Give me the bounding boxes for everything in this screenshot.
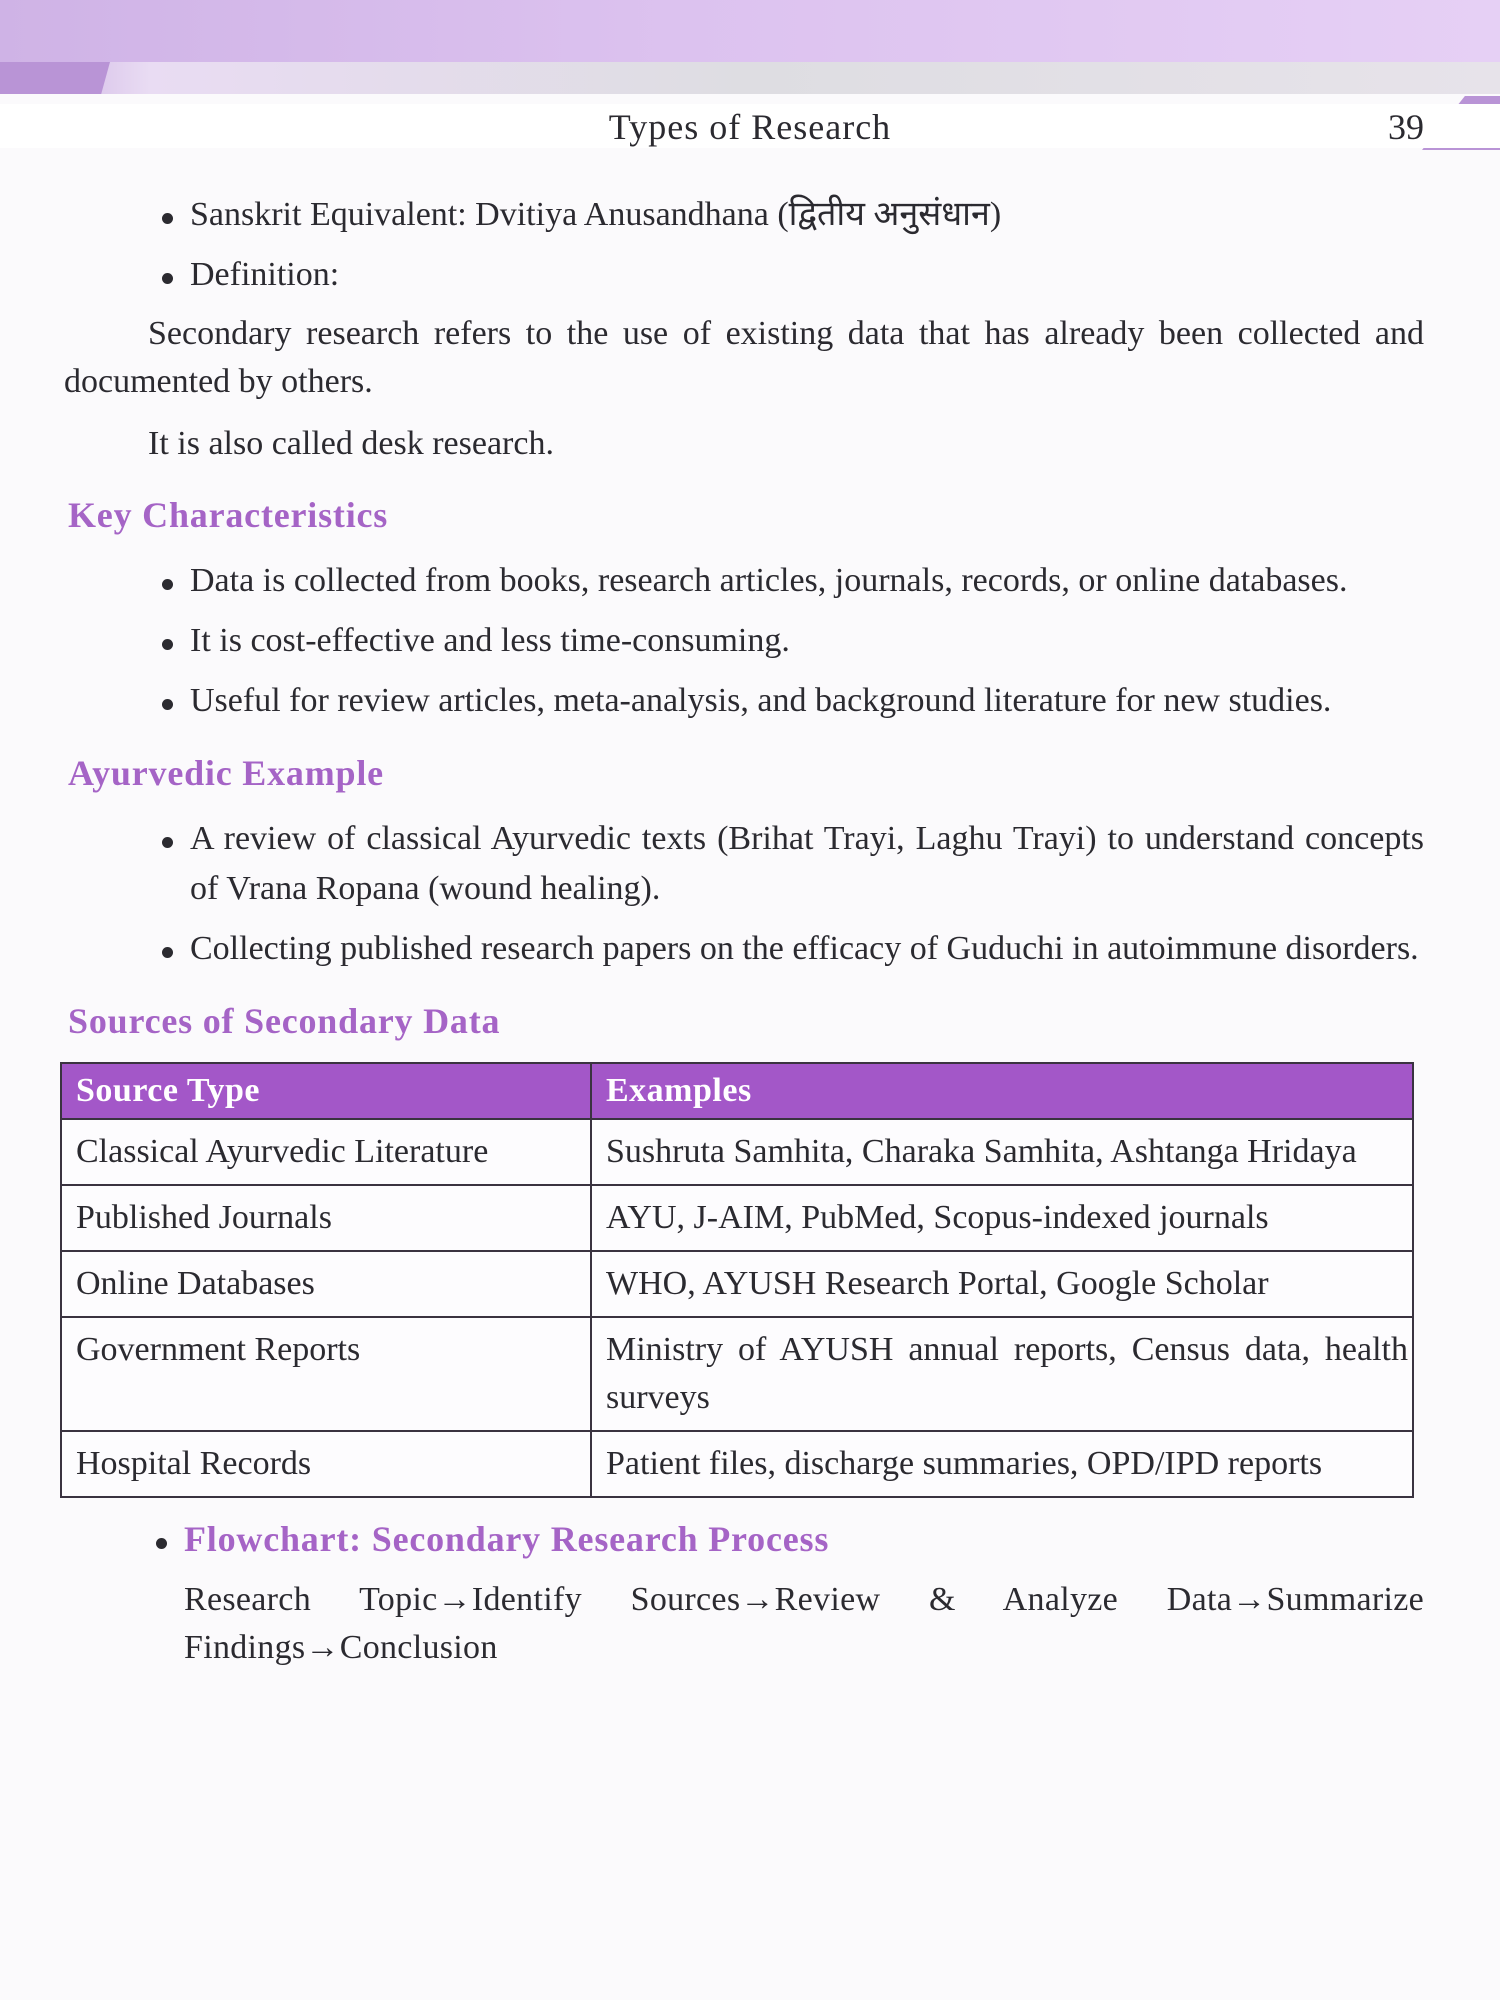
examples-cell: Patient files, discharge summaries, OPD/IPD reports [591,1431,1413,1497]
sources-table [60,1062,1414,1498]
flowchart-section [64,1514,1424,1672]
examples-cell: Ministry of AYUSH annual reports, Census data, health surveys [591,1317,1413,1431]
definition-label: Definition: [64,250,1424,300]
characteristic-item: It is cost-effective and less time-consuming. [64,616,1424,666]
ayurvedic-example-heading: Ayurvedic Example [68,753,384,793]
sanskrit-equivalent: Sanskrit Equivalent: Dvitiya Anusandhana (द्वितीय अनुसंधान) [64,190,1424,240]
top-left-accent [0,62,110,94]
characteristic-item: Useful for review articles, meta-analysis, and background literature for new studies. [64,676,1424,726]
source-type-cell: Published Journals [61,1185,591,1251]
desk-research-note: It is also called desk research. [148,425,554,462]
page-number: 39 [1388,107,1424,147]
source-type-cell: Hospital Records [61,1431,591,1497]
example-item: Collecting published research papers on the efficacy of Guduchi in autoimmune disorders. [64,924,1424,974]
flowchart-title: Flowchart: Secondary Research Process [184,1519,830,1559]
source-type-cell: Government Reports [61,1317,591,1431]
examples-cell: Sushruta Samhita, Charaka Samhita, Ashtanga Hridaya [591,1119,1413,1185]
column-header-source-type: Source Type [61,1063,591,1119]
page-content [64,190,1424,1672]
examples-cell: AYU, J-AIM, PubMed, Scopus-indexed journals [591,1185,1413,1251]
key-characteristics-heading: Key Characteristics [68,495,389,535]
examples-cell: WHO, AYUSH Research Portal, Google Scholar [591,1251,1413,1317]
top-decorative-band [0,0,1500,62]
running-title: Types of Research [608,107,892,147]
page-header [0,104,1500,148]
source-type-cell: Online Databases [61,1251,591,1317]
table-row [61,1317,1413,1431]
table-row [61,1431,1413,1497]
example-item: A review of classical Ayurvedic texts (Brihat Trayi, Laghu Trayi) to understand concepts of Vrana Ropana (wound healing). [64,814,1424,914]
sources-heading: Sources of Secondary Data [68,1001,501,1041]
flowchart-steps: Research Topic→Identify Sources→Review & Analyze Data→Summarize Findings→Conclusion [184,1581,1424,1666]
table-row [61,1185,1413,1251]
top-decorative-strip [0,62,1500,94]
column-header-examples: Examples [591,1063,1413,1119]
definition-text: Secondary research refers to the use of existing data that has already been collected and documented by others. [64,315,1424,400]
table-row [61,1119,1413,1185]
source-type-cell: Classical Ayurvedic Literature [61,1119,591,1185]
table-header-row [61,1063,1413,1119]
characteristic-item: Data is collected from books, research articles, journals, records, or online databases. [64,556,1424,606]
table-row [61,1251,1413,1317]
